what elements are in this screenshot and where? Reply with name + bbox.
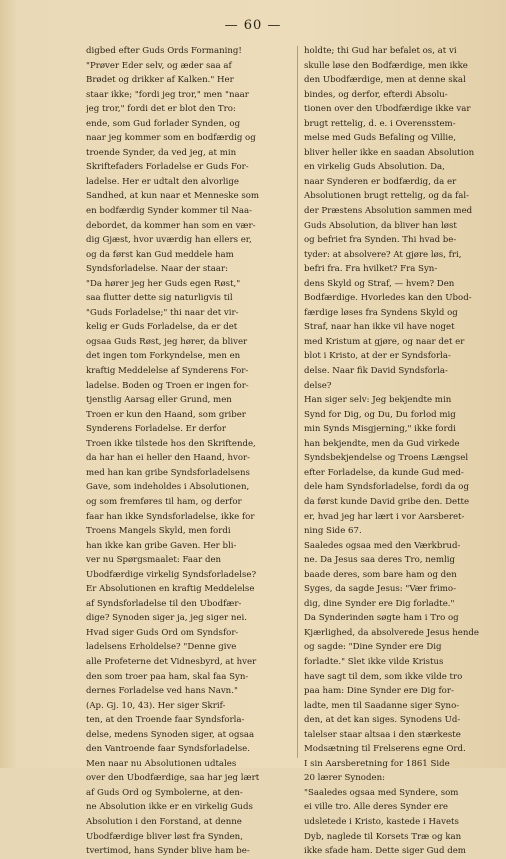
text-line: og befriet fra Synden. Thi hvad be- (304, 235, 457, 246)
text-line: dernes Forladelse ved hans Navn." (86, 686, 238, 697)
text-line: "Saaledes ogsaa med Syndere, som (304, 787, 459, 798)
text-line: dens Skyld og Straf, — hvem? Den (304, 278, 455, 289)
text-line: staar ikke; "fordi jeg tror," men "naar (86, 89, 249, 100)
text-line: Ubodfærdige bliver løst fra Synden, (86, 831, 243, 842)
text-line: Straf, naar han ikke vil have noget (304, 322, 455, 333)
text-line: Skriftefaders Forladelse er Guds For- (86, 162, 249, 173)
text-line: Absolutionen brugt rettelig, og da fal- (304, 191, 470, 202)
text-line: dele ham Syndsforladelse, fordi da og (304, 482, 469, 493)
text-line: Dyb, naglede til Korsets Træ og kan (304, 831, 462, 842)
text-line: Kjærlighed, da absolverede Jesus hende (304, 627, 479, 638)
text-line: 20 lærer Synoden: (304, 773, 385, 784)
text-line: ladelsens Erholdelse? "Denne give (86, 642, 237, 653)
text-line: da først kunde David gribe den. Dette (304, 496, 470, 507)
text-line: ladte, men til Saadanne siger Syno- (304, 700, 460, 711)
text-line: blot i Kristo, at der er Syndsforla- (304, 351, 451, 362)
text-line: han ikke kan gribe Gaven. Her bli- (86, 540, 237, 551)
text-line: tjenstlig Aarsag eller Grund, men (86, 395, 232, 406)
text-line: det ingen tom Forkyndelse, men en (86, 351, 241, 362)
text-line: ladelse. Her er udtalt den alvorlige (86, 176, 240, 187)
text-line: Troen er kun den Haand, som griber (86, 409, 246, 420)
text-line: skulle løse den Bodfærdige, men ikke (304, 60, 468, 71)
text-line: holdte; thi Gud har befalet os, at vi (304, 46, 457, 56)
text-line: Syges, da sagde Jesus: "Vær frimo- (304, 584, 456, 595)
text-line: troende Synder, da ved jeg, at min (86, 147, 237, 158)
text-line: bliver heller ikke en saadan Absolution (304, 147, 475, 158)
text-line: "Guds Forladelse;" thi naar det vir- (86, 307, 239, 318)
text-line: og som fremføres til ham, og derfor (86, 496, 242, 507)
text-line: baade deres, som bare ham og den (304, 569, 457, 580)
text-line: forladte." Slet ikke vilde Kristus (304, 656, 444, 667)
text-line: "Da hører jeg her Guds egen Røst," (86, 278, 241, 289)
text-line: "Prøver Eder selv, og æder saa af (86, 60, 232, 71)
text-line: er, hvad jeg har lært i vor Aarsberet- (304, 511, 465, 522)
text-line: kelig er Guds Forladelse, da er det (86, 322, 238, 333)
text-line: Han siger selv: Jeg bekjendte min (304, 395, 452, 406)
text-line: Hvad siger Guds Ord om Syndsfor- (86, 627, 239, 638)
text-line: Syndsforladelse. Naar der staar: (86, 264, 228, 275)
text-line: med Kristum at gjøre, og naar det er (304, 336, 465, 347)
text-line: Troens Mangels Skyld, men fordi (86, 526, 231, 537)
text-line: og sagde: "Dine Synder ere Dig (304, 642, 442, 653)
text-line: af Guds Ord og Symbolerne, at den- (86, 787, 243, 798)
text-line: tionen over den Ubodfærdige ikke var (304, 104, 471, 115)
text-line: efter Forladelse, da kunde Gud med- (304, 467, 464, 478)
text-line: over den Ubodfærdige, saa har jeg lært (86, 773, 260, 784)
text-line: bindes, og derfor, efterdi Absolu- (304, 89, 448, 100)
text-line: tvertimod, hans Synder blive ham be- (86, 846, 250, 857)
text-line: naar Synderen er bodfærdig, da er (304, 176, 457, 187)
text-line: melse med Guds Befaling og Villie, (304, 133, 456, 144)
text-line: ladelse. Boden og Troen er ingen for- (86, 380, 249, 391)
text-line: Men naar nu Absolutionen udtales (86, 758, 237, 769)
text-line: delse. Naar fik David Syndsforla- (304, 366, 448, 377)
text-line: paa ham: Dine Synder ere Dig for- (304, 686, 454, 697)
text-line: ende, som Gud forlader Synden, og (86, 118, 241, 129)
text-line: Absolution i den Forstand, at denne (86, 816, 242, 827)
text-line: have sagt til dem, som ikke vilde tro (304, 671, 463, 682)
text-line: ten, at den Troende faar Syndsforla- (86, 715, 245, 726)
text-line: Guds Absolution, da bliver han løst (304, 220, 457, 231)
text-line: en virkelig Guds Absolution. Da, (304, 162, 445, 173)
text-line: han bekjendte, men da Gud virkede (304, 438, 460, 449)
text-line: den som troer paa ham, skal faa Syn- (86, 671, 249, 682)
text-line: da har han ei heller den Haand, hvor- (86, 453, 251, 464)
text-line: Synderens Forladelse. Er derfor (86, 424, 226, 435)
column-divider (297, 46, 298, 758)
text-line: færdige løses fra Syndens Skyld og (304, 307, 458, 318)
text-line: alle Profeterne det Vidnesbyrd, at hver (86, 656, 257, 667)
left-text-column (86, 44, 292, 859)
text-line: debordet, da kommer han som en vær- (86, 220, 256, 231)
text-line: kraftig Meddelelse af Synderens For- (86, 366, 249, 377)
text-line: naar jeg kommer som en bodfærdig og (86, 133, 256, 144)
text-line: ning Side 67. (304, 526, 362, 537)
text-line: Ubodfærdige virkelig Syndsforladelse? (86, 569, 257, 580)
text-line: jeg tror," fordi det er blot den Tro: (86, 104, 236, 115)
text-line: delse? (304, 380, 332, 391)
text-line: Gave, som indeholdes i Absolutionen, (86, 482, 250, 493)
text-line: dig Gjæst, hvor uværdig han ellers er, (86, 235, 252, 246)
text-line: saa flutter dette sig naturligvis til (86, 293, 233, 304)
text-line: dig, dine Synder ere Dig forladte." (304, 598, 455, 609)
text-line: digbed efter Guds Ords Formaning! (86, 46, 242, 56)
text-line: brugt rettelig, d. e. i Overensstem- (304, 118, 456, 129)
text-line: udsletede i Kristo, kastede i Havets (304, 816, 459, 827)
text-line: Bodfærdige. Hvorledes kan den Ubod- (304, 293, 472, 304)
text-line: med han kan gribe Syndsforladelsens (86, 467, 250, 478)
text-line: Brødet og drikker af Kalken." Her (86, 75, 234, 86)
text-line: Syndsbekjendelse og Troens Længsel (304, 453, 469, 464)
text-line: der Præstens Absolution sammen med (304, 206, 473, 217)
text-line: Da Synderinden søgte ham i Tro og (304, 613, 459, 624)
text-line: og da først kan Gud meddele ham (86, 249, 234, 260)
text-line: Synd for Dig, og Du, Du forlod mig (304, 409, 456, 420)
text-line: delse, medens Synoden siger, at ogsaa (86, 729, 255, 740)
text-line: dige? Synoden siger ja, jeg siger nei. (86, 613, 247, 624)
text-line: tyder: at absolvere? At gjøre løs, fri, (304, 249, 462, 260)
text-line: Saaledes ogsaa med den Værkbrud- (304, 540, 461, 551)
text-line: en bodfærdig Synder kommer til Naa- (86, 206, 253, 217)
right-text-column (304, 44, 500, 859)
text-line: Sandhed, at kun naar et Menneske som (86, 191, 260, 202)
text-line: (Ap. Gj. 10, 43). Her siger Skrif- (86, 700, 226, 711)
page-number: — 60 — (224, 18, 282, 33)
text-line: Modsætning til Frelserens egne Ord. (304, 744, 466, 755)
text-line: ogsaa Guds Røst, jeg hører, da bliver (86, 336, 248, 347)
text-line: den, at det kan siges. Synodens Ud- (304, 715, 461, 726)
text-line: ei ville tro. Alle deres Synder ere (304, 802, 448, 813)
text-line: den Vantroende faar Syndsforladelse. (86, 744, 250, 755)
text-line: den Ubodfærdige, men at denne skal (304, 75, 466, 86)
text-line: ikke sfade ham. Dette siger Gud dem (304, 846, 466, 857)
text-line: af Syndsforladelse til den Ubodfær- (86, 598, 242, 609)
text-line: talelser staar altsaa i den stærkeste (304, 729, 461, 740)
text-line: Er Absolutionen en kraftig Meddelelse (86, 584, 255, 595)
text-line: ver nu Spørgsmaalet: Faar den (86, 555, 222, 566)
text-line: I sin Aarsberetning for 1861 Side (304, 758, 450, 769)
text-line: ne. Da Jesus saa deres Tro, nemlig (304, 555, 456, 566)
text-line: befri fra. Fra hvilket? Fra Syn- (304, 264, 438, 275)
text-line: faar han ikke Syndsforladelse, ikke for (86, 511, 255, 522)
text-line: ne Absolution ikke er en virkelig Guds (86, 802, 253, 813)
text-line: Troen ikke tilstede hos den Skriftende, (86, 438, 256, 449)
text-line: min Synds Misgjerning," ikke fordi (304, 424, 456, 435)
